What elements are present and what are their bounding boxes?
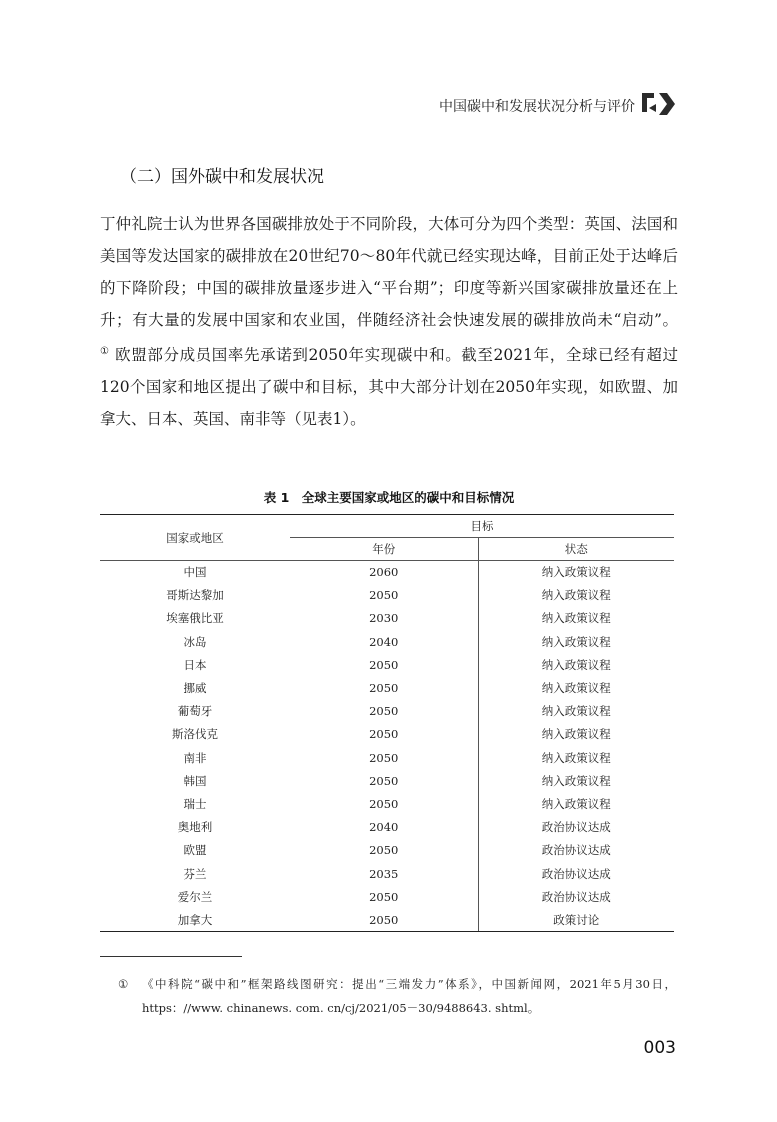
table-row [100, 584, 674, 607]
cell-year: 2035 [369, 866, 399, 881]
table-caption: 表 1 全球主要国家或地区的碳中和目标情况 [263, 490, 515, 505]
header-country: 国家或地区 [100, 515, 290, 561]
cell-country: 哥斯达黎加 [166, 588, 224, 603]
cell-country: 斯洛伐克 [172, 727, 218, 742]
header-target: 目标 [290, 515, 674, 538]
cell-status: 纳入政策议程 [478, 653, 674, 676]
cell-year: 2040 [369, 820, 399, 835]
cell-country: 芬兰 [183, 866, 207, 881]
header-year: 年份 [290, 538, 478, 561]
table-row [100, 769, 674, 792]
table-row [100, 908, 674, 931]
cell-year: 2050 [369, 773, 399, 788]
cell-year: 2050 [369, 750, 399, 765]
cell-year: 2050 [369, 727, 399, 742]
cell-status: 政治协议达成 [478, 885, 674, 908]
cell-status: 政治协议达成 [478, 862, 674, 885]
header-status: 状态 [478, 538, 674, 561]
cell-year: 2050 [369, 843, 399, 858]
paragraph-text-continued: 欧盟部分成员国率先承诺到2050年实现碳中和。截至2021年，全球已经有超过120个国家和地区提出了碳中和目标，其中大部分计划在2050年实现，如欧盟、加拿大、日本、英国、南非等（见表1）。 [100, 346, 678, 428]
footnote-mark: ① [118, 977, 129, 991]
cell-country: 挪威 [183, 681, 207, 696]
cell-year: 2050 [369, 588, 399, 603]
cell-status: 纳入政策议程 [478, 561, 674, 584]
cell-country: 埃塞俄比亚 [166, 611, 224, 626]
section-heading: （二）国外碳中和发展状况 [120, 167, 324, 187]
cell-year: 2060 [369, 565, 399, 580]
footnote-divider [100, 956, 242, 957]
cell-country: 中国 [183, 565, 207, 580]
cell-status: 纳入政策议程 [478, 676, 674, 699]
paragraph-text: 丁仲礼院士认为世界各国碳排放处于不同阶段，大体可分为四个类型：英国、法国和美国等发达国家的碳排放在20世纪70～80年代就已经实现达峰，目前正处于达峰后的下降阶段；中国的碳排放量逐步进入“平台期”；印度等新兴国家碳排放量还在上升；有大量的发展中国家和农业国，伴随经济社会快速发展的碳排放尚未“启动”。 [100, 215, 678, 329]
running-head: 中国碳中和发展状况分析与评价 [439, 99, 635, 115]
cell-year: 2050 [369, 657, 399, 672]
cell-status: 政治协议达成 [478, 839, 674, 862]
cell-year: 2050 [369, 796, 399, 811]
cell-status: 政策讨论 [478, 908, 674, 931]
cell-status: 纳入政策议程 [478, 746, 674, 769]
page-number: 003 [643, 1038, 676, 1058]
cell-country: 日本 [183, 657, 207, 672]
chapter-mark-icon [640, 88, 676, 120]
table-row [100, 653, 674, 676]
footnote-reference[interactable]: ① [100, 346, 110, 357]
table-row [100, 723, 674, 746]
body-paragraph [100, 208, 678, 435]
cell-year: 2030 [369, 611, 399, 626]
table-row [100, 746, 674, 769]
table-row [100, 607, 674, 630]
carbon-neutrality-table [100, 514, 674, 932]
cell-year: 2050 [369, 889, 399, 904]
cell-year: 2050 [369, 681, 399, 696]
cell-country: 奥地利 [177, 820, 213, 835]
cell-country: 欧盟 [183, 843, 207, 858]
cell-status: 纳入政策议程 [478, 769, 674, 792]
table-row [100, 630, 674, 653]
cell-country: 冰岛 [183, 634, 207, 649]
cell-country: 韩国 [183, 773, 207, 788]
table-row [100, 561, 674, 584]
table-row [100, 700, 674, 723]
cell-country: 南非 [183, 750, 207, 765]
cell-status: 纳入政策议程 [478, 584, 674, 607]
cell-status: 纳入政策议程 [478, 607, 674, 630]
cell-status: 纳入政策议程 [478, 630, 674, 653]
cell-year: 2050 [290, 908, 478, 931]
cell-country: 瑞士 [183, 796, 207, 811]
table-row [100, 676, 674, 699]
cell-status: 纳入政策议程 [478, 723, 674, 746]
table-row [100, 792, 674, 815]
cell-year: 2040 [369, 634, 399, 649]
table-row [100, 885, 674, 908]
cell-status: 政治协议达成 [478, 816, 674, 839]
table-row [100, 816, 674, 839]
cell-country: 加拿大 [100, 908, 290, 931]
cell-year: 2050 [369, 704, 399, 719]
table-row [100, 862, 674, 885]
cell-country: 爱尔兰 [177, 889, 213, 904]
table-row [100, 839, 674, 862]
footnote-text: 《中科院“碳中和”框架路线图研究：提出“三端发力”体系》，中国新闻网，2021年5月30日，https：//www. chinanews. com. cn/cj/2021/05－30/9488643. shtml。 [142, 977, 676, 1015]
cell-status: 纳入政策议程 [478, 792, 674, 815]
cell-status: 纳入政策议程 [478, 700, 674, 723]
cell-country: 葡萄牙 [177, 704, 213, 719]
footnote [118, 972, 676, 1020]
